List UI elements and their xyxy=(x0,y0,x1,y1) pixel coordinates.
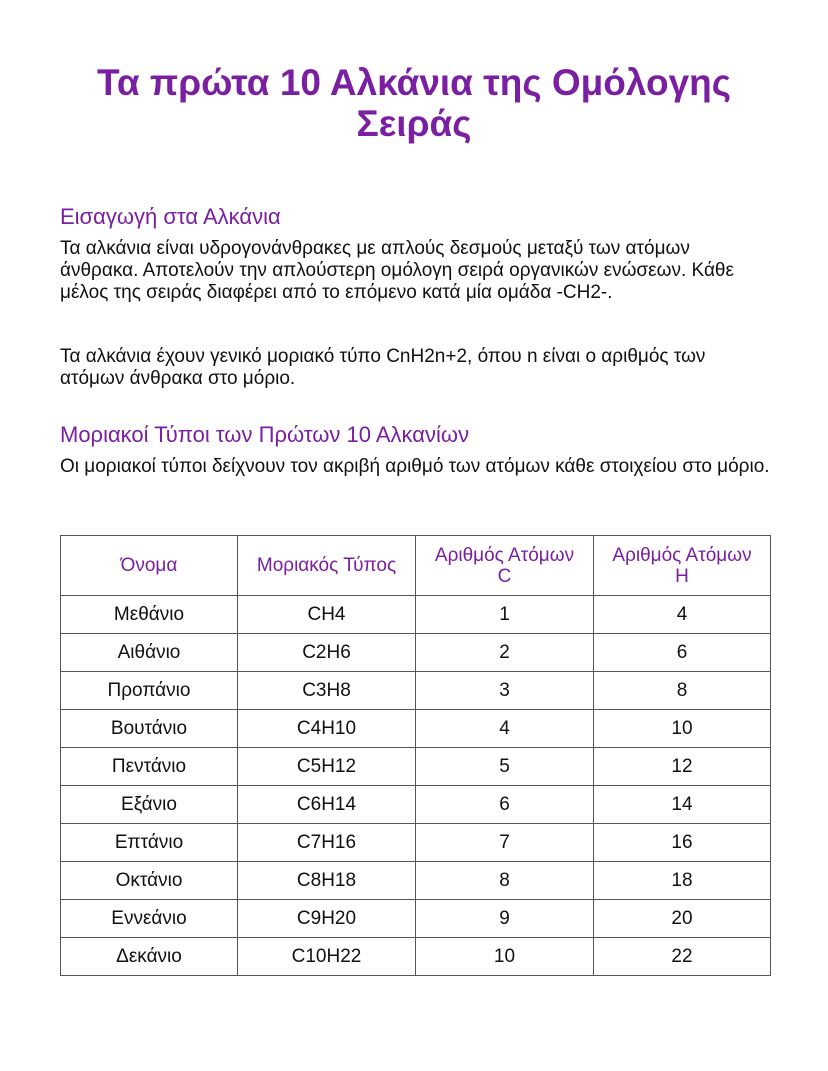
cell-carbon: 8 xyxy=(416,862,594,900)
section-heading-intro: Εισαγωγή στα Αλκάνια xyxy=(60,204,281,229)
cell-hydrogen: 10 xyxy=(594,710,771,748)
cell-hydrogen: 14 xyxy=(594,786,771,824)
cell-hydrogen: 12 xyxy=(594,748,771,786)
table-header-row xyxy=(61,536,771,596)
table-row xyxy=(61,596,771,634)
intro-paragraph-1: Τα αλκάνια είναι υδρογονάνθρακες με απλούς δεσμούς μεταξύ των ατόμων άνθρακα. Αποτελούν την απλούστερη ομόλογη σειρά οργανικών ενώσεων. Κάθε μέλος της σειράς διαφέρει από το επόμενο κατά μία ομάδα -CH2-. xyxy=(60,238,734,303)
table-row xyxy=(61,710,771,748)
section-heading-formulas: Μοριακοί Τύποι των Πρώτων 10 Αλκανίων xyxy=(60,422,470,447)
cell-carbon: 3 xyxy=(416,672,594,710)
cell-formula: C4H10 xyxy=(238,710,416,748)
cell-carbon: 5 xyxy=(416,748,594,786)
cell-name: Βουτάνιο xyxy=(61,710,238,748)
cell-formula: C2H6 xyxy=(238,634,416,672)
header-name: Όνομα xyxy=(61,536,238,596)
cell-formula: C6H14 xyxy=(238,786,416,824)
cell-carbon: 7 xyxy=(416,824,594,862)
cell-hydrogen: 6 xyxy=(594,634,771,672)
cell-formula: C10H22 xyxy=(238,938,416,976)
cell-name: Δεκάνιο xyxy=(61,938,238,976)
header-carbon-atoms: Αριθμός Ατόμων C xyxy=(416,536,594,596)
cell-name: Εννεάνιο xyxy=(61,900,238,938)
cell-carbon: 2 xyxy=(416,634,594,672)
cell-carbon: 4 xyxy=(416,710,594,748)
table-row xyxy=(61,748,771,786)
page-title: Τα πρώτα 10 Αλκάνια της Ομόλογης Σειράς xyxy=(96,62,732,144)
cell-hydrogen: 8 xyxy=(594,672,771,710)
cell-formula: C7H16 xyxy=(238,824,416,862)
cell-name: Επτάνιο xyxy=(61,824,238,862)
cell-carbon: 10 xyxy=(416,938,594,976)
cell-name: Πεντάνιο xyxy=(61,748,238,786)
cell-name: Εξάνιο xyxy=(61,786,238,824)
table-row xyxy=(61,634,771,672)
cell-hydrogen: 20 xyxy=(594,900,771,938)
table-row xyxy=(61,938,771,976)
cell-hydrogen: 22 xyxy=(594,938,771,976)
cell-hydrogen: 18 xyxy=(594,862,771,900)
cell-name: Αιθάνιο xyxy=(61,634,238,672)
cell-hydrogen: 4 xyxy=(594,596,771,634)
cell-name: Μεθάνιο xyxy=(61,596,238,634)
cell-formula: C3H8 xyxy=(238,672,416,710)
cell-formula: CH4 xyxy=(238,596,416,634)
cell-name: Προπάνιο xyxy=(61,672,238,710)
cell-carbon: 6 xyxy=(416,786,594,824)
cell-formula: C8H18 xyxy=(238,862,416,900)
table-row xyxy=(61,786,771,824)
cell-carbon: 1 xyxy=(416,596,594,634)
intro-paragraph-2: Τα αλκάνια έχουν γενικό μοριακό τύπο CnH2n+2, όπου n είναι ο αριθμός των ατόμων άνθρακα στο μόριο. xyxy=(60,346,706,389)
formulas-paragraph: Οι μοριακοί τύποι δείχνουν τον ακριβή αριθμό των ατόμων κάθε στοιχείου στο μόριο. xyxy=(60,456,770,477)
table-row xyxy=(61,672,771,710)
cell-carbon: 9 xyxy=(416,900,594,938)
header-hydrogen-atoms: Αριθμός Ατόμων H xyxy=(594,536,771,596)
header-formula: Μοριακός Τύπος xyxy=(238,536,416,596)
cell-formula: C9H20 xyxy=(238,900,416,938)
alkanes-table xyxy=(60,535,771,976)
cell-name: Οκτάνιο xyxy=(61,862,238,900)
cell-formula: C5H12 xyxy=(238,748,416,786)
table-row xyxy=(61,824,771,862)
cell-hydrogen: 16 xyxy=(594,824,771,862)
table-row xyxy=(61,862,771,900)
table-row xyxy=(61,900,771,938)
